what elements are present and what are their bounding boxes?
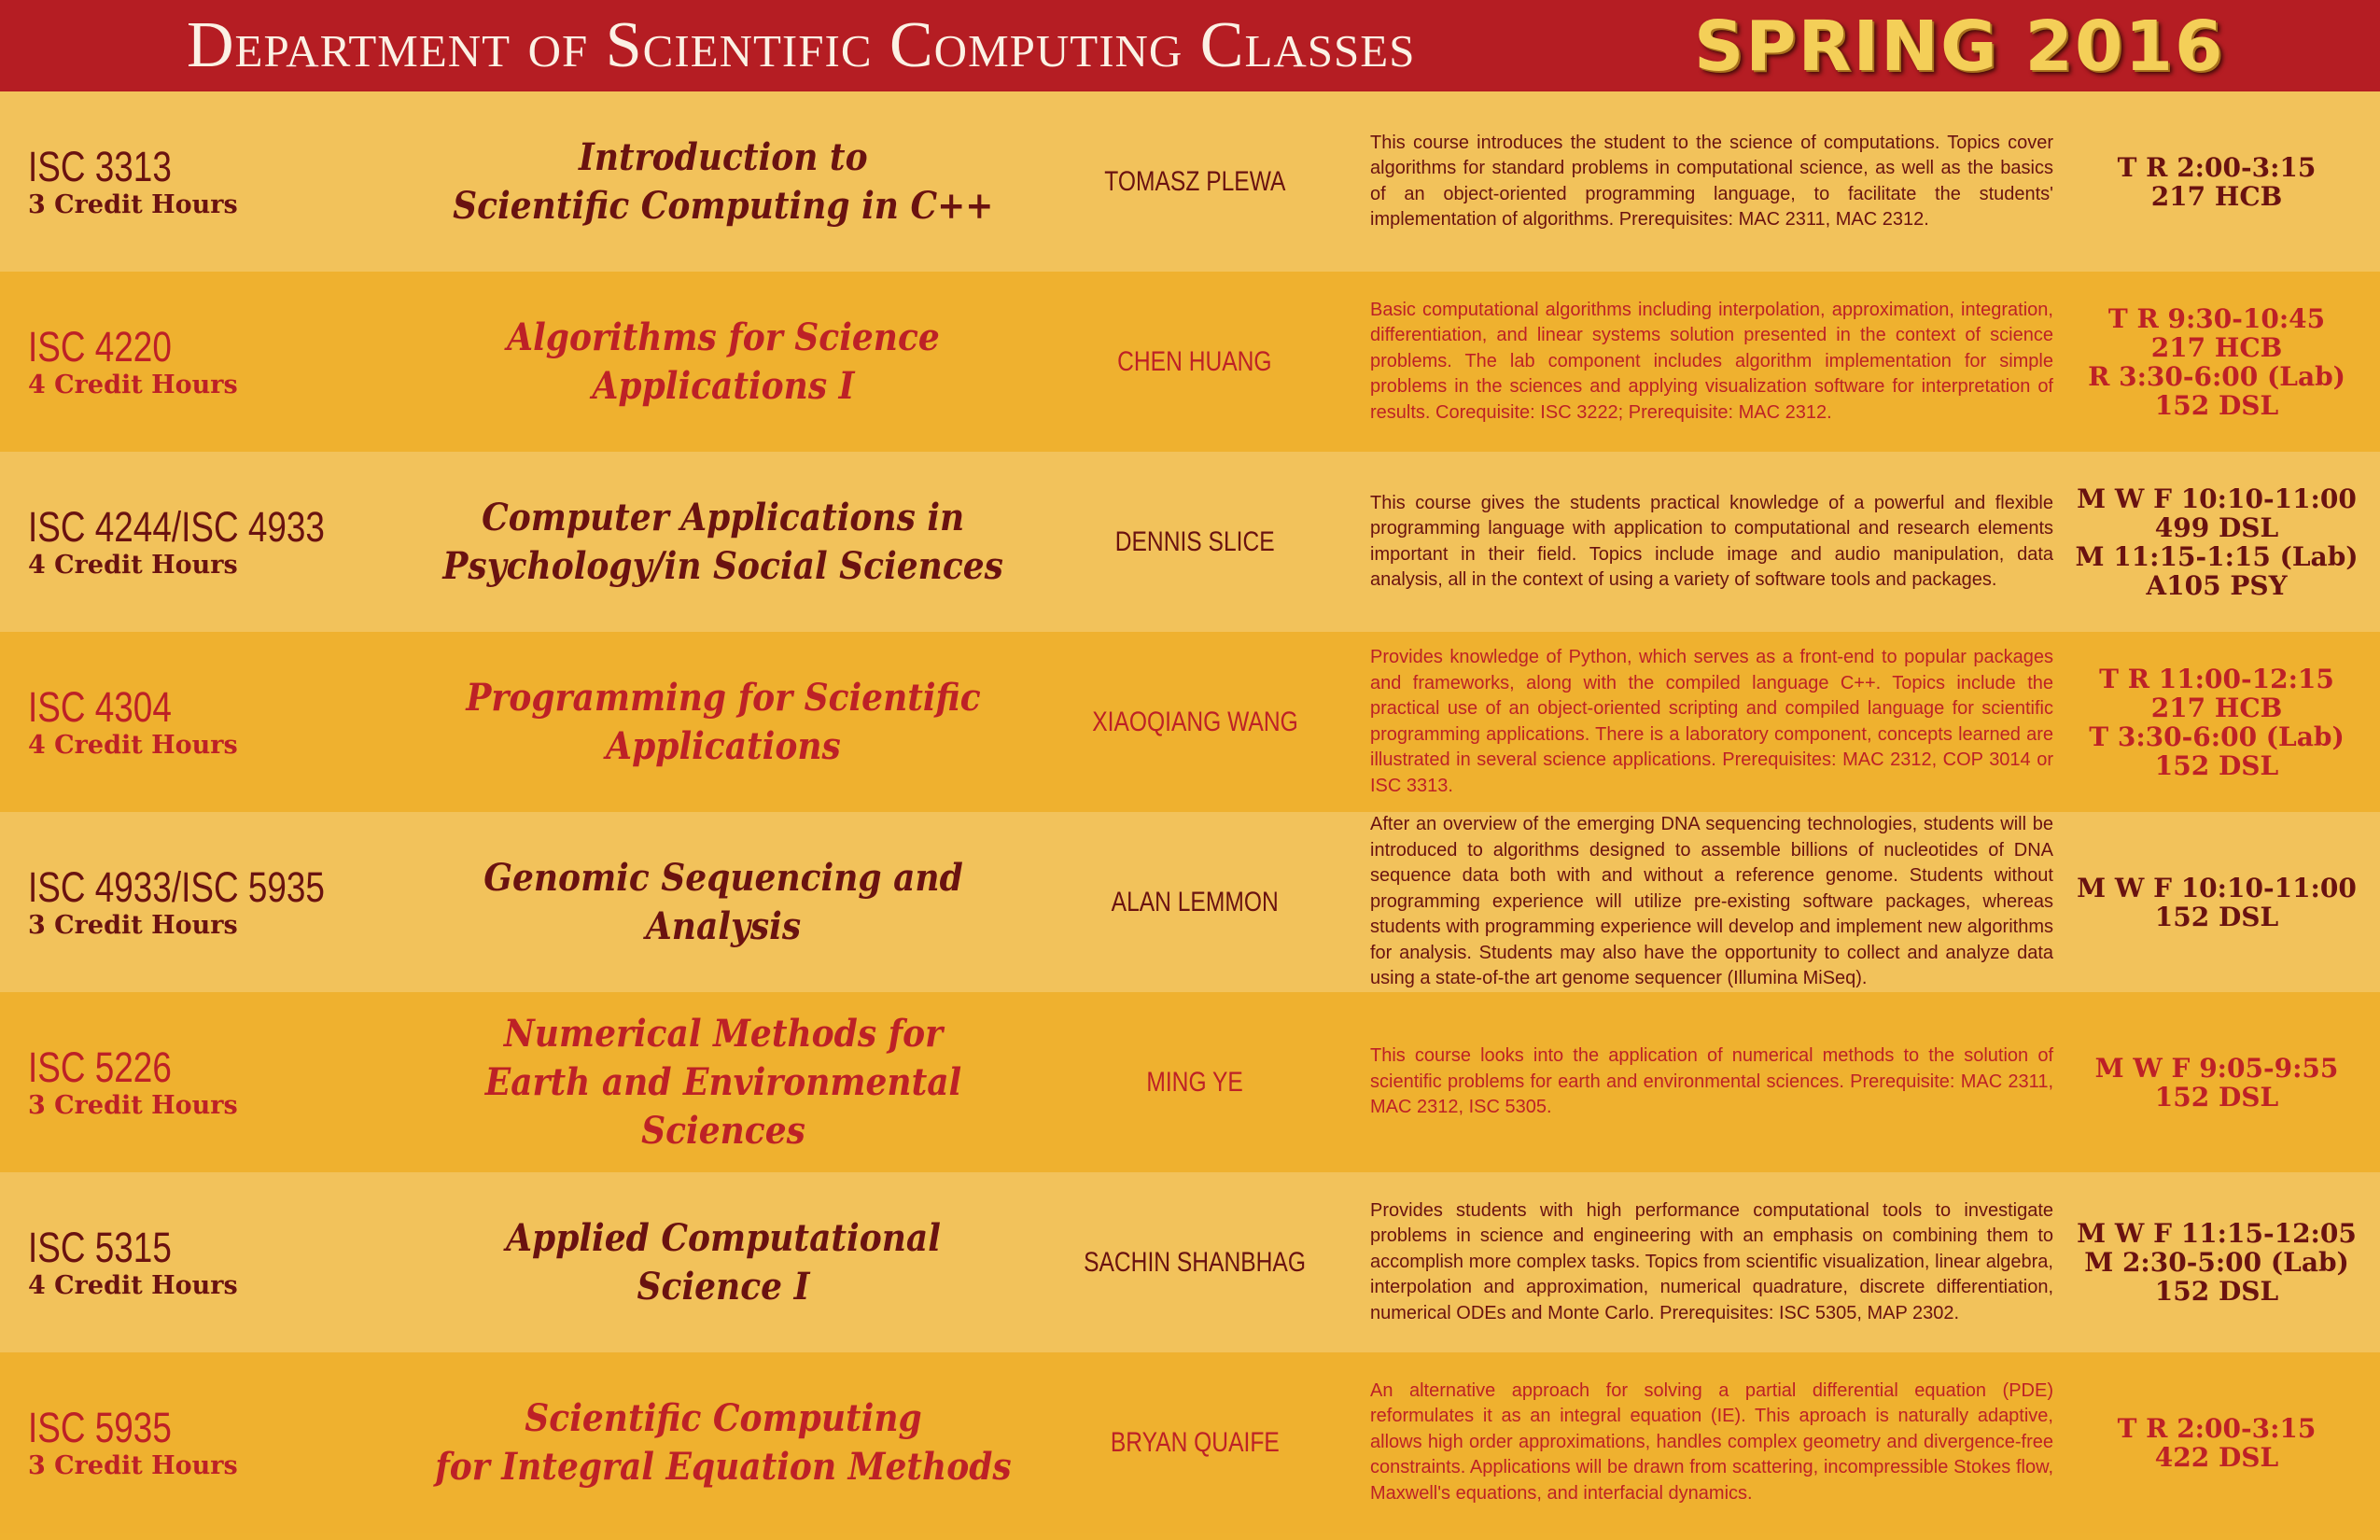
instructor-name: TOMASZ PLEWA: [1103, 165, 1286, 197]
course-credits: 3 Credit Hours: [28, 1090, 238, 1120]
instructor-cell: [1055, 632, 1335, 812]
course-title-cell: [401, 272, 1045, 452]
schedule-line: T R 2:00-3:15: [2117, 151, 2317, 183]
schedule-line: 152 DSL: [2154, 1081, 2279, 1113]
schedule-line: A105 PSY: [2146, 569, 2288, 601]
course-credits: 3 Credit Hours: [28, 910, 238, 940]
course-description: An alternative approach for solving a partial differential equation (PDE) reformulates it as an integral equation (IE). This aproach is naturally adaptive, allows high order approximations, handles complex geometry and divergence-free constraints. Applications will be drawn from scattering, incompressible Stokes flow, Maxwell's equations, and interfacial dynamics.: [1370, 1379, 2053, 1504]
schedule-line: 217 HCB: [2150, 180, 2283, 212]
schedule-line: 217 HCB: [2150, 331, 2283, 363]
schedule-line: M 2:30-5:00 (Lab): [2084, 1247, 2349, 1278]
course-description: Basic computational algorithms including interpolation, approximation, integration, differentiation, and linear systems solution presented in the context of science problems. The lab component includes algorithm implementation for simple problems in the sciences and applying visualization software for interpretation of results. Corequisite: ISC 3222; Prerequisite: MAC 2312.: [1370, 299, 2053, 423]
term-label: SPRING 2016: [1694, 7, 2225, 87]
course-row: [0, 1352, 2380, 1533]
course-id: [28, 272, 439, 452]
instructor-cell: [1055, 992, 1335, 1172]
schedule-line: 152 DSL: [2154, 901, 2279, 932]
course-list: [0, 91, 2380, 1533]
schedule-line: T 3:30-6:00 (Lab): [2089, 721, 2345, 752]
instructor-name: BRYAN QUAIFE: [1110, 1426, 1280, 1458]
course-title-cell: [401, 452, 1045, 632]
instructor-name: DENNIS SLICE: [1114, 525, 1275, 557]
instructor-name: SACHIN SHANBHAG: [1084, 1246, 1306, 1278]
instructor-name: MING YE: [1146, 1066, 1243, 1098]
schedule-line: 152 DSL: [2154, 1276, 2279, 1307]
course-credits: 3 Credit Hours: [28, 189, 238, 219]
instructor-cell: [1055, 812, 1335, 992]
instructor-cell: [1055, 272, 1335, 452]
course-description: After an overview of the emerging DNA sequencing technologies, students will be introduced to algorithms designed to assemble billions of nucleotides of DNA sequence data both with and without a reference genome. Students without programming experience will utilize pre-existing software packages, whereas students with programming experience will develop and implement new algorithms for analysis. Students may also have the opportunity to collect and analyze data using a state-of-the art genome sequencer (Illumina MiSeq).: [1370, 814, 2053, 989]
instructor-cell: [1055, 1352, 1335, 1533]
course-title-cell: [401, 812, 1045, 992]
description-cell: [1370, 1352, 2053, 1533]
course-title: Genomic Sequencing and Analysis: [483, 855, 963, 948]
course-row: [0, 1172, 2380, 1352]
course-code: ISC 4244/ISC 4933: [28, 502, 325, 551]
course-description: This course gives the students practical knowledge of a powerful and flexible programming language with application to computational and research elements important in their field. Topics include image and audio manipulation, data analysis, all in the context of using a variety of software tools and packages.: [1370, 492, 2053, 590]
schedule-line: M W F 11:15-12:05: [2077, 1218, 2357, 1249]
course-row: [0, 91, 2380, 272]
course-id: [28, 812, 439, 992]
schedule-line: 499 DSL: [2154, 511, 2279, 543]
course-row: [0, 452, 2380, 632]
course-row: [0, 632, 2380, 812]
course-id: [28, 992, 439, 1172]
course-title: Computer Applications in Psychology/in Social Sciences: [442, 495, 1004, 588]
course-code: ISC 4304: [28, 682, 172, 731]
course-credits: 4 Credit Hours: [28, 370, 238, 399]
course-title: Numerical Methods for Earth and Environmental Sciences: [484, 1011, 962, 1153]
description-cell: [1370, 812, 2053, 992]
description-cell: [1370, 452, 2053, 632]
instructor-cell: [1055, 1172, 1335, 1352]
instructor-name: CHEN HUANG: [1117, 345, 1272, 377]
course-credits: 4 Credit Hours: [28, 730, 238, 760]
course-row: [0, 272, 2380, 452]
schedule-cell: [2067, 812, 2366, 992]
course-id: [28, 1172, 439, 1352]
course-id: [28, 1352, 439, 1533]
schedule-line: M W F 9:05-9:55: [2094, 1052, 2339, 1084]
schedule-line: 152 DSL: [2154, 389, 2279, 421]
schedule-line: R 3:30-6:00 (Lab): [2088, 360, 2345, 392]
course-code: ISC 5226: [28, 1043, 172, 1091]
description-cell: [1370, 992, 2053, 1172]
schedule-cell: [2067, 992, 2366, 1172]
course-title-cell: [401, 1172, 1045, 1352]
schedule-cell: [2067, 632, 2366, 812]
schedule-cell: [2067, 91, 2366, 272]
course-credits: 4 Credit Hours: [28, 1270, 238, 1300]
course-code: ISC 5315: [28, 1223, 172, 1271]
instructor-cell: [1055, 452, 1335, 632]
course-code: ISC 4220: [28, 322, 172, 371]
course-code: ISC 4933/ISC 5935: [28, 862, 325, 911]
schedule-line: T R 11:00-12:15: [2099, 663, 2334, 694]
course-description: This course looks into the application of numerical methods to the solution of scientific problems for earth and environmental sciences. Prerequisite: MAC 2311, MAC 2312, ISC 5305.: [1370, 1045, 2053, 1118]
course-title-cell: [401, 91, 1045, 272]
schedule-line: M W F 10:10-11:00: [2077, 483, 2357, 514]
course-credits: 4 Credit Hours: [28, 550, 238, 580]
description-cell: [1370, 272, 2053, 452]
course-code: ISC 3313: [28, 142, 172, 190]
course-title-cell: [401, 632, 1045, 812]
schedule-line: T R 9:30-10:45: [2107, 302, 2326, 334]
description-cell: [1370, 91, 2053, 272]
course-title: Scientific Computing for Integral Equation Methods: [435, 1395, 1012, 1489]
description-cell: [1370, 1172, 2053, 1352]
course-title: Programming for Scientific Applications: [466, 675, 981, 768]
schedule-cell: [2067, 452, 2366, 632]
course-row: [0, 992, 2380, 1172]
course-title: Algorithms for Science Applications I: [507, 315, 940, 408]
course-id: [28, 91, 439, 272]
course-id: [28, 632, 439, 812]
page-title: Department of Scientific Computing Classes: [187, 9, 1416, 81]
schedule-cell: [2067, 1172, 2366, 1352]
course-id: [28, 452, 439, 632]
schedule-line: 422 DSL: [2154, 1441, 2279, 1473]
instructor-name: XIAOQIANG WANG: [1091, 706, 1298, 737]
schedule-line: T R 2:00-3:15: [2117, 1412, 2317, 1444]
schedule-line: 217 HCB: [2150, 692, 2283, 723]
schedule-line: M 11:15-1:15 (Lab): [2075, 540, 2359, 572]
course-code: ISC 5935: [28, 1403, 172, 1451]
description-cell: [1370, 632, 2053, 812]
schedule-line: 152 DSL: [2154, 749, 2279, 781]
schedule-cell: [2067, 1352, 2366, 1533]
course-credits: 3 Credit Hours: [28, 1450, 238, 1480]
header-banner: [0, 0, 2380, 91]
course-description: This course introduces the student to the science of computations. Topics cover algorithms for standard problems in computational science, as well as the basics of an object-oriented programming language, to facilitate the students' implementation of algorithms. Prerequisites: MAC 2311, MAC 2312.: [1370, 132, 2053, 230]
schedule-line: M W F 10:10-11:00: [2077, 872, 2357, 903]
course-description: Provides knowledge of Python, which serves as a front-end to popular packages and frameworks, along with the compiled language C++. Topics include the practical use of an object-oriented scripting and compiled language for scientific programming applications. There is a laboratory component, concepts learned are illustrated in several science applications. Prerequisites: MAC 2312, COP 3014 or ISC 3313.: [1370, 647, 2053, 796]
course-title-cell: [401, 1352, 1045, 1533]
course-title: Applied Computational Science I: [506, 1215, 941, 1309]
course-description: Provides students with high performance computational tools to investigate problems in science and engineering with an emphasis on combining them to accomplish more complex tasks. Topics from scientific visualization, linear algebra, interpolation and approximation, numerical quadrature, discrete differentiation, numerical ODEs and Monte Carlo. Prerequisites: ISC 5305, MAP 2302.: [1370, 1199, 2053, 1323]
instructor-cell: [1055, 91, 1335, 272]
course-title: Introduction to Scientific Computing in C++: [453, 134, 994, 228]
schedule-cell: [2067, 272, 2366, 452]
course-row: [0, 812, 2380, 992]
instructor-name: ALAN LEMMON: [1111, 886, 1279, 917]
course-title-cell: [401, 992, 1045, 1172]
